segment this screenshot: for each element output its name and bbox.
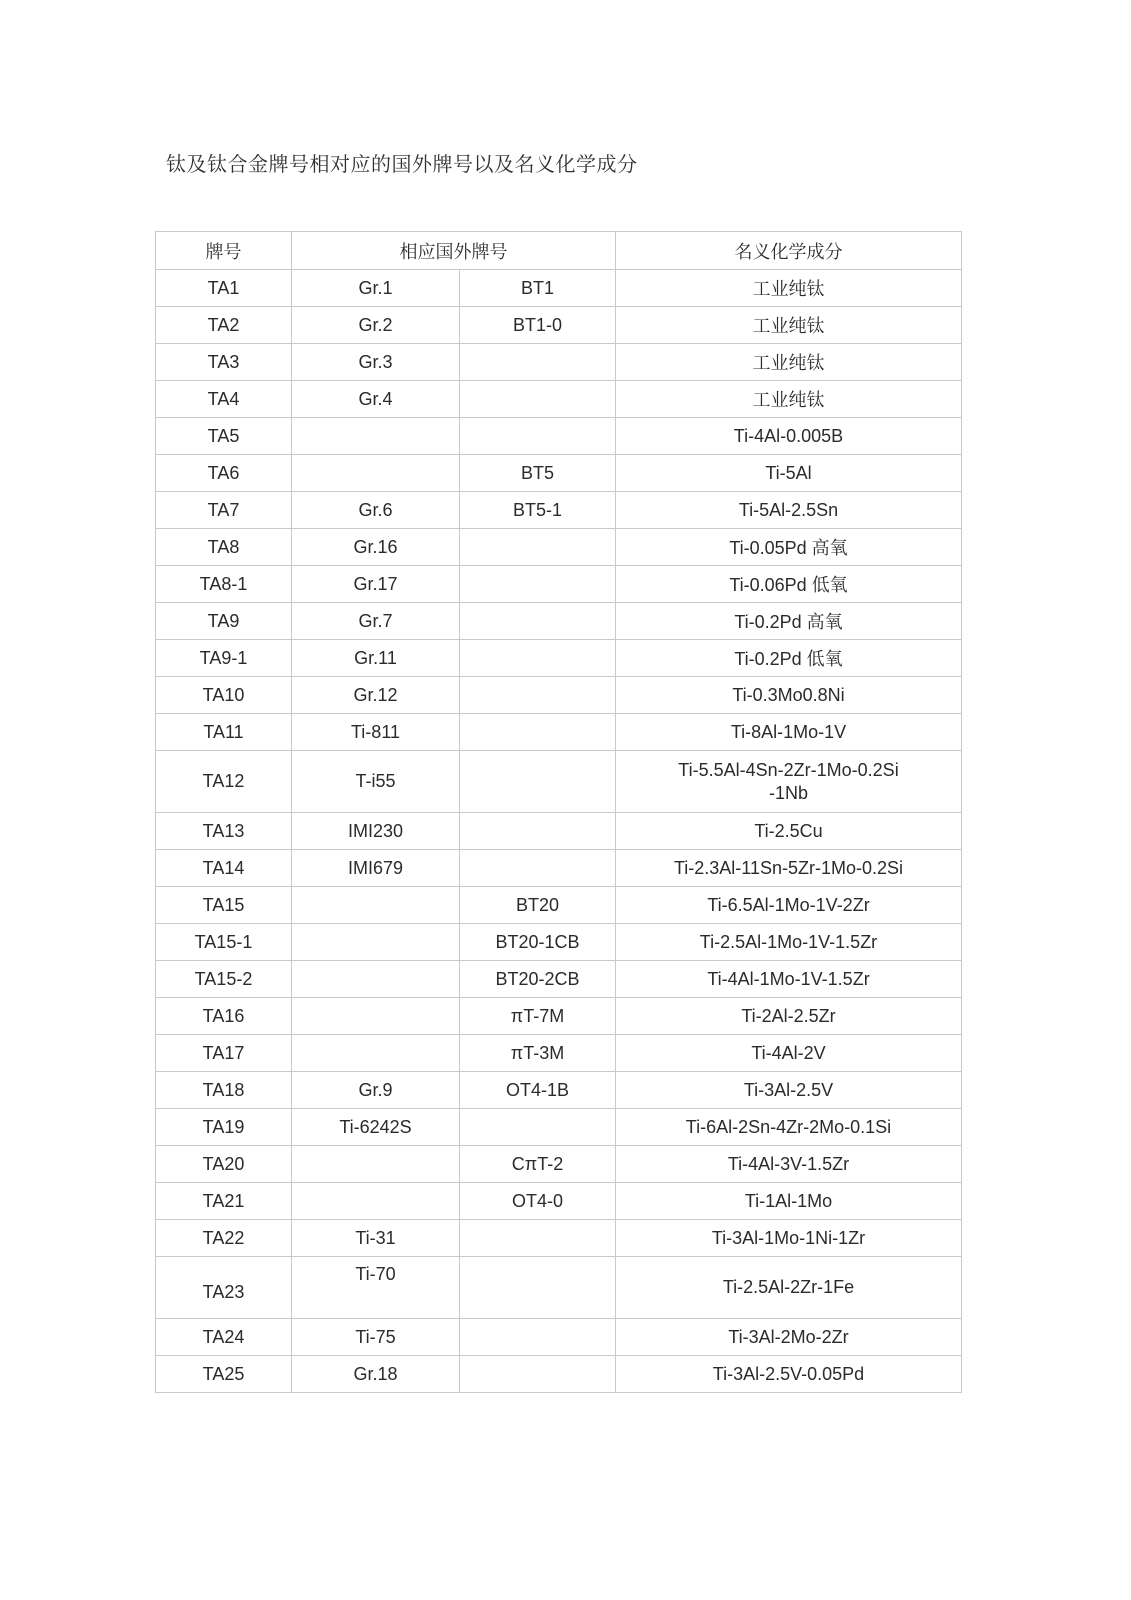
composition-cell: Ti-2.3Al-11Sn-5Zr-1Mo-0.2Si	[616, 850, 962, 887]
table-row	[156, 751, 962, 813]
foreign-grade-1-cell	[292, 961, 460, 998]
foreign-grade-2-cell	[460, 813, 616, 850]
composition-cell: Ti-0.3Mo0.8Ni	[616, 677, 962, 714]
composition-cell: 工业纯钛	[616, 381, 962, 418]
grade-cell: TA25	[156, 1356, 292, 1393]
foreign-grade-1-cell: Gr.7	[292, 603, 460, 640]
foreign-grade-2-cell	[460, 677, 616, 714]
foreign-grade-1-cell: Gr.1	[292, 270, 460, 307]
grade-cell: TA6	[156, 455, 292, 492]
foreign-grade-2-cell	[460, 640, 616, 677]
foreign-grade-2-cell	[460, 751, 616, 813]
grade-cell: TA23	[156, 1257, 292, 1319]
foreign-grade-1-cell: Ti-811	[292, 714, 460, 751]
composition-cell: Ti-5Al	[616, 455, 962, 492]
composition-cell: Ti-0.2Pd 低氧	[616, 640, 962, 677]
grade-cell: TA18	[156, 1072, 292, 1109]
foreign-grade-1-cell: Ti-31	[292, 1220, 460, 1257]
foreign-grade-2-cell: BT20-1CB	[460, 924, 616, 961]
grade-cell: TA15	[156, 887, 292, 924]
table-row	[156, 677, 962, 714]
foreign-grade-1-cell	[292, 1035, 460, 1072]
table-row	[156, 1072, 962, 1109]
foreign-grade-1-cell	[292, 1146, 460, 1183]
grade-cell: TA8	[156, 529, 292, 566]
table-row	[156, 492, 962, 529]
page-title: 钛及钛合金牌号相对应的国外牌号以及名义化学成分	[166, 154, 638, 176]
composition-cell: Ti-3Al-2Mo-2Zr	[616, 1319, 962, 1356]
grade-cell: TA9-1	[156, 640, 292, 677]
grade-cell: TA17	[156, 1035, 292, 1072]
table-row	[156, 887, 962, 924]
table-row	[156, 381, 962, 418]
foreign-grade-1-cell: T-i55	[292, 751, 460, 813]
foreign-grade-2-cell	[460, 529, 616, 566]
foreign-grade-2-cell: BT5	[460, 455, 616, 492]
foreign-grade-1-cell	[292, 998, 460, 1035]
foreign-grade-1-cell	[292, 887, 460, 924]
table-row	[156, 961, 962, 998]
foreign-grade-2-cell: BT5-1	[460, 492, 616, 529]
foreign-grade-2-cell	[460, 418, 616, 455]
foreign-grade-1-cell: Ti-6242S	[292, 1109, 460, 1146]
table-row	[156, 1035, 962, 1072]
grade-cell: TA16	[156, 998, 292, 1035]
table-row	[156, 1146, 962, 1183]
composition-cell: Ti-2.5Cu	[616, 813, 962, 850]
grade-cell: TA14	[156, 850, 292, 887]
composition-cell: Ti-5Al-2.5Sn	[616, 492, 962, 529]
foreign-grade-1-cell: Ti-70	[292, 1257, 460, 1319]
table-row	[156, 1319, 962, 1356]
foreign-grade-2-cell: BT1	[460, 270, 616, 307]
grade-cell: TA12	[156, 751, 292, 813]
table-header-row	[156, 232, 962, 270]
composition-cell: Ti-4Al-0.005B	[616, 418, 962, 455]
grade-cell: TA21	[156, 1183, 292, 1220]
foreign-grade-2-cell	[460, 1109, 616, 1146]
composition-cell: Ti-3Al-2.5V-0.05Pd	[616, 1356, 962, 1393]
foreign-grade-1-cell: Gr.16	[292, 529, 460, 566]
composition-cell: Ti-2Al-2.5Zr	[616, 998, 962, 1035]
grade-cell: TA19	[156, 1109, 292, 1146]
composition-cell: 工业纯钛	[616, 344, 962, 381]
table-row	[156, 307, 962, 344]
foreign-grade-1-cell: Gr.17	[292, 566, 460, 603]
foreign-grade-1-cell: Gr.12	[292, 677, 460, 714]
composition-cell: Ti-4Al-2V	[616, 1035, 962, 1072]
grade-cell: TA15-1	[156, 924, 292, 961]
table-row	[156, 714, 962, 751]
header-composition: 名义化学成分	[616, 232, 962, 270]
table-row	[156, 998, 962, 1035]
foreign-grade-2-cell	[460, 603, 616, 640]
foreign-grade-1-cell	[292, 924, 460, 961]
table-body	[156, 270, 962, 1393]
foreign-grade-1-cell: Gr.2	[292, 307, 460, 344]
grade-cell: TA5	[156, 418, 292, 455]
composition-cell: 工业纯钛	[616, 270, 962, 307]
foreign-grade-2-cell	[460, 1319, 616, 1356]
foreign-grade-1-cell: Ti-75	[292, 1319, 460, 1356]
grade-cell: TA3	[156, 344, 292, 381]
header-foreign-grade: 相应国外牌号	[292, 232, 616, 270]
table-row	[156, 603, 962, 640]
grade-cell: TA13	[156, 813, 292, 850]
composition-cell: Ti-0.05Pd 高氧	[616, 529, 962, 566]
composition-cell: Ti-8Al-1Mo-1V	[616, 714, 962, 751]
table-row	[156, 455, 962, 492]
foreign-grade-1-cell	[292, 1183, 460, 1220]
foreign-grade-2-cell: πT-7M	[460, 998, 616, 1035]
foreign-grade-1-cell: Gr.18	[292, 1356, 460, 1393]
grade-cell: TA9	[156, 603, 292, 640]
grade-cell: TA7	[156, 492, 292, 529]
foreign-grade-2-cell	[460, 1257, 616, 1319]
table-row	[156, 850, 962, 887]
foreign-grade-1-cell: Gr.4	[292, 381, 460, 418]
foreign-grade-1-cell: Gr.6	[292, 492, 460, 529]
table-row	[156, 270, 962, 307]
foreign-grade-2-cell: CπT-2	[460, 1146, 616, 1183]
table-row	[156, 924, 962, 961]
titanium-grade-table	[155, 231, 962, 1393]
foreign-grade-1-cell	[292, 418, 460, 455]
table-row	[156, 344, 962, 381]
table-row	[156, 529, 962, 566]
composition-cell: Ti-5.5Al-4Sn-2Zr-1Mo-0.2Si-1Nb	[616, 751, 962, 813]
table-row	[156, 418, 962, 455]
grade-cell: TA20	[156, 1146, 292, 1183]
foreign-grade-2-cell	[460, 566, 616, 603]
table-row	[156, 1257, 962, 1319]
foreign-grade-1-cell: Gr.11	[292, 640, 460, 677]
table-row	[156, 640, 962, 677]
table-row	[156, 1109, 962, 1146]
composition-cell: Ti-6Al-2Sn-4Zr-2Mo-0.1Si	[616, 1109, 962, 1146]
composition-cell: Ti-2.5Al-1Mo-1V-1.5Zr	[616, 924, 962, 961]
composition-cell: Ti-4Al-3V-1.5Zr	[616, 1146, 962, 1183]
foreign-grade-2-cell	[460, 381, 616, 418]
composition-cell: Ti-3Al-2.5V	[616, 1072, 962, 1109]
foreign-grade-2-cell	[460, 714, 616, 751]
grade-cell: TA1	[156, 270, 292, 307]
table-row	[156, 566, 962, 603]
grade-cell: TA2	[156, 307, 292, 344]
foreign-grade-2-cell: BT20-2CB	[460, 961, 616, 998]
composition-cell: Ti-0.06Pd 低氧	[616, 566, 962, 603]
grade-cell: TA15-2	[156, 961, 292, 998]
foreign-grade-1-cell: IMI679	[292, 850, 460, 887]
header-grade: 牌号	[156, 232, 292, 270]
foreign-grade-2-cell: OT4-1B	[460, 1072, 616, 1109]
grade-cell: TA11	[156, 714, 292, 751]
foreign-grade-1-cell: Gr.9	[292, 1072, 460, 1109]
foreign-grade-1-cell: Gr.3	[292, 344, 460, 381]
grade-cell: TA24	[156, 1319, 292, 1356]
table-row	[156, 1183, 962, 1220]
grade-cell: TA4	[156, 381, 292, 418]
grade-cell: TA22	[156, 1220, 292, 1257]
composition-cell: Ti-6.5Al-1Mo-1V-2Zr	[616, 887, 962, 924]
foreign-grade-2-cell	[460, 1220, 616, 1257]
foreign-grade-1-cell: IMI230	[292, 813, 460, 850]
foreign-grade-2-cell	[460, 850, 616, 887]
composition-cell: Ti-4Al-1Mo-1V-1.5Zr	[616, 961, 962, 998]
grade-cell: TA8-1	[156, 566, 292, 603]
foreign-grade-2-cell: OT4-0	[460, 1183, 616, 1220]
foreign-grade-2-cell	[460, 344, 616, 381]
composition-cell: Ti-1Al-1Mo	[616, 1183, 962, 1220]
table-row	[156, 813, 962, 850]
foreign-grade-2-cell: BT20	[460, 887, 616, 924]
foreign-grade-1-cell	[292, 455, 460, 492]
foreign-grade-2-cell: πT-3M	[460, 1035, 616, 1072]
table-row	[156, 1356, 962, 1393]
composition-cell: Ti-0.2Pd 高氧	[616, 603, 962, 640]
composition-cell: Ti-2.5Al-2Zr-1Fe	[616, 1257, 962, 1319]
composition-cell: Ti-3Al-1Mo-1Ni-1Zr	[616, 1220, 962, 1257]
foreign-grade-2-cell	[460, 1356, 616, 1393]
table-row	[156, 1220, 962, 1257]
grade-cell: TA10	[156, 677, 292, 714]
foreign-grade-2-cell: BT1-0	[460, 307, 616, 344]
composition-cell: 工业纯钛	[616, 307, 962, 344]
